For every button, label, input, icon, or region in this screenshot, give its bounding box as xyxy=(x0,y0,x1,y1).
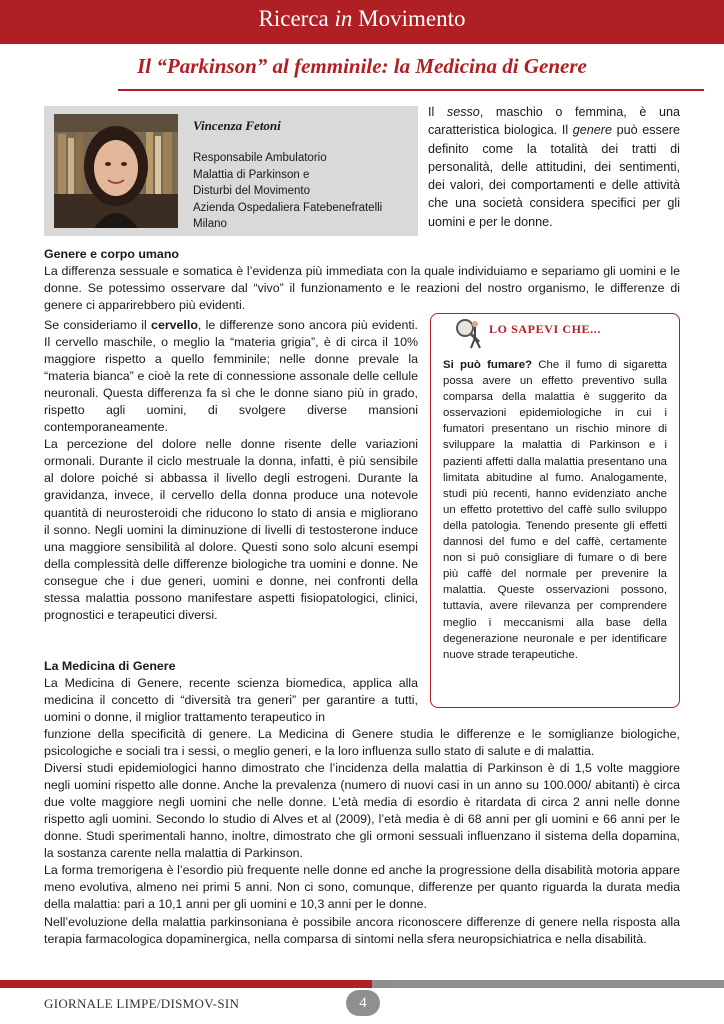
affiliation-line: Responsabile Ambulatorio xyxy=(193,152,327,164)
intro-paragraph xyxy=(428,103,680,231)
section-genere-corpo xyxy=(44,246,680,314)
sidebar-lead: Si può fumare? xyxy=(443,359,533,371)
journal-name: GIORNALE LIMPE/DISMOV-SIN xyxy=(44,996,240,1011)
section-heading: La Medicina di Genere xyxy=(44,659,176,673)
paragraph: Nell’evoluzione della malattia parkinsoniana è possibile ancora riconoscere differenze di genere nella risposta alla terapia farmacologica dopaminergica, nella comparsa di sintomi nella sfera neuropsichiatrica e nella disabilità. xyxy=(44,914,680,946)
footer-rule-red xyxy=(0,980,372,988)
paragraph-bold: cervello xyxy=(151,318,198,332)
sidebar-body: Che il fumo di sigaretta possa avere un effetto preventivo sulla comparsa della malattia è suggerito da osservazioni epidemiologiche in cui i fumatori presentano un rischio minore di sviluppare la malattia di Parkinson e i pazienti affetti dalla malattia presentano una limitata abitudine al fumo. Analogamente, studi più recenti, hanno evidenziato anche un effetto protettivo del caffè sullo sviluppo della patologia. Tenendo presente gli effetti dannosi del fumo e del caffè, certamente non si può consigliare di fumare o di bere più caffè del normale per prevenire la malattia. Queste osservazioni possono, tuttavia, avere rilevanza per comprendere meglio i meccanismi alla base della degenerazione neuronale e per identificare nuove strade terapeutiche. xyxy=(443,359,667,661)
section-title-italic: in xyxy=(334,6,353,31)
paragraph: La forma tremorigena è l’esordio più frequente nelle donne ed anche la progressione della disabilità motoria appare meno evolutiva, almeno nei primi 5 anni. Non ci sono, comunque, differenze per quanto riguarda la durata media della malattia: pari a 10,1 anni per gli uomini e 10,3 anni per le donne. xyxy=(44,863,680,912)
page-number: 4 xyxy=(346,990,380,1016)
intro-text: , maschio o femmina, è una caratteristica biologica. Il xyxy=(428,105,681,138)
article-title: Il “Parkinson” al femminile: la Medicina di Genere xyxy=(137,54,587,78)
author-box xyxy=(44,106,418,236)
intro-emphasis: genere xyxy=(572,123,612,138)
paragraph: funzione della specificità di genere. La Medicina di Genere studia le differenze e le somiglianze biologiche, psicologiche e sociali tra i sessi, o meglio generi, e la loro influenza sullo stato di salute e di malattia. xyxy=(44,727,680,759)
magnifier-character-icon xyxy=(453,316,485,355)
sidebar-text xyxy=(443,357,667,663)
paragraph-text: Se consideriamo il xyxy=(44,318,152,332)
paragraph: Diversi studi epidemiologici hanno dimostrato che l’incidenza della malattia di Parkinson è di 1,5 volte maggiore negli uomini rispetto alle donne. Anche la prevalenza (numero di nuovi casi in un anno su 100.000/ abitanti) è circa due volte maggiore negli uomini che nelle donne. L’età media di esordio è ritardata di circa 2 anni nelle donne rispetto agli uomini. Secondo lo studio di Alves et al (2009), l’età media è di 68 anni per gli uomini e 66 anni per le donne. Studi sperimentali hanno, inoltre, dimostrato che gli ormoni sessuali influenzano il sistema della dopamina, la sostanza carente nella malattia di Parkinson. xyxy=(44,761,680,861)
affiliation-line: Disturbi del Movimento xyxy=(193,185,310,197)
author-name: Vincenza Fetoni xyxy=(193,118,281,133)
section-heading: Genere e corpo umano xyxy=(44,247,179,261)
section-genere-corpo-cont xyxy=(44,317,418,624)
title-divider xyxy=(118,89,704,91)
affiliation-line: Malattia di Parkinson e xyxy=(193,168,310,181)
author-photo xyxy=(54,114,178,228)
section-title-word: Movimento xyxy=(358,6,466,31)
footer-rule-gray xyxy=(372,980,724,988)
paragraph-text: , le differenze sono ancora più evidenti. Il cervello maschile, o meglio la “materia grigia”, è di circa il 10% maggiore rispetto a quello femminile; nelle donne prevale la “materia bianca” e cioè la rete di connessione assonale delle cellule neuronali. Questa differenza fa sì che le donne siano più in grado, rispetto agli uomini, di svolgere diverse mansioni contemporaneamente. xyxy=(44,318,418,435)
affiliation-line: Milano xyxy=(193,218,227,230)
did-you-know-box xyxy=(430,313,680,708)
intro-text: può essere definito come la totalità dei tratti di personalità, delle attitudini, dei sentimenti, dei valori, dei comportamenti e delle attività che una società considera specifici per gli uomini e per le donne. xyxy=(428,123,680,229)
section-title xyxy=(0,6,724,32)
affiliation-line: Azienda Ospedaliera Fatebenefratelli xyxy=(193,201,383,214)
intro-text: Il xyxy=(428,105,447,119)
sidebar-heading: LO SAPEVI CHE... xyxy=(489,322,601,336)
paragraph xyxy=(44,317,418,436)
paragraph: La differenza sessuale e somatica è l’evidenza più immediata con la quale individuiamo e separiamo gli uomini e le donne. Se potessimo osservare dal “vivo” il funzionamento e le reazioni del nostro organismo, le differenze di genere ci apparirebbero più evidenti. xyxy=(44,264,680,313)
author-affiliation xyxy=(193,150,382,233)
section-medicina-genere-cont xyxy=(44,726,680,948)
paragraph: La percezione del dolore nelle donne risente delle variazioni ormonali. Durante il ciclo mestruale la donna, infatti, è più sensibile al dolore poiché si abbassa il livello degli estrogeni. Durante la gravidanza, invece, il cervello della donna produce una notevole quantità di neurosteroidi che riducono lo stato di ansia e migliorano il sonno. Negli uomini la diminuzione di livelli di testosterone induce una maggiore sensibilità al dolore. Questi sono solo alcuni esempi della complessità delle differenze biologiche tra uomini e donne. Ne consegue che i due generi, uomini e donne, nei confronti della stessa malattia possono manifestare aspetti fisiopatologici, clinici, prognostici e terapeutici diversi. xyxy=(44,437,418,622)
section-title-word: Ricerca xyxy=(258,6,329,31)
paragraph: La Medicina di Genere, recente scienza biomedica, applica alla medicina il concetto di “diversità tra generi” per garantire a tutti, uomini o donne, il miglior trattamento terapeutico in xyxy=(44,676,418,725)
intro-emphasis: sesso xyxy=(446,105,480,119)
section-medicina-genere xyxy=(44,658,418,726)
